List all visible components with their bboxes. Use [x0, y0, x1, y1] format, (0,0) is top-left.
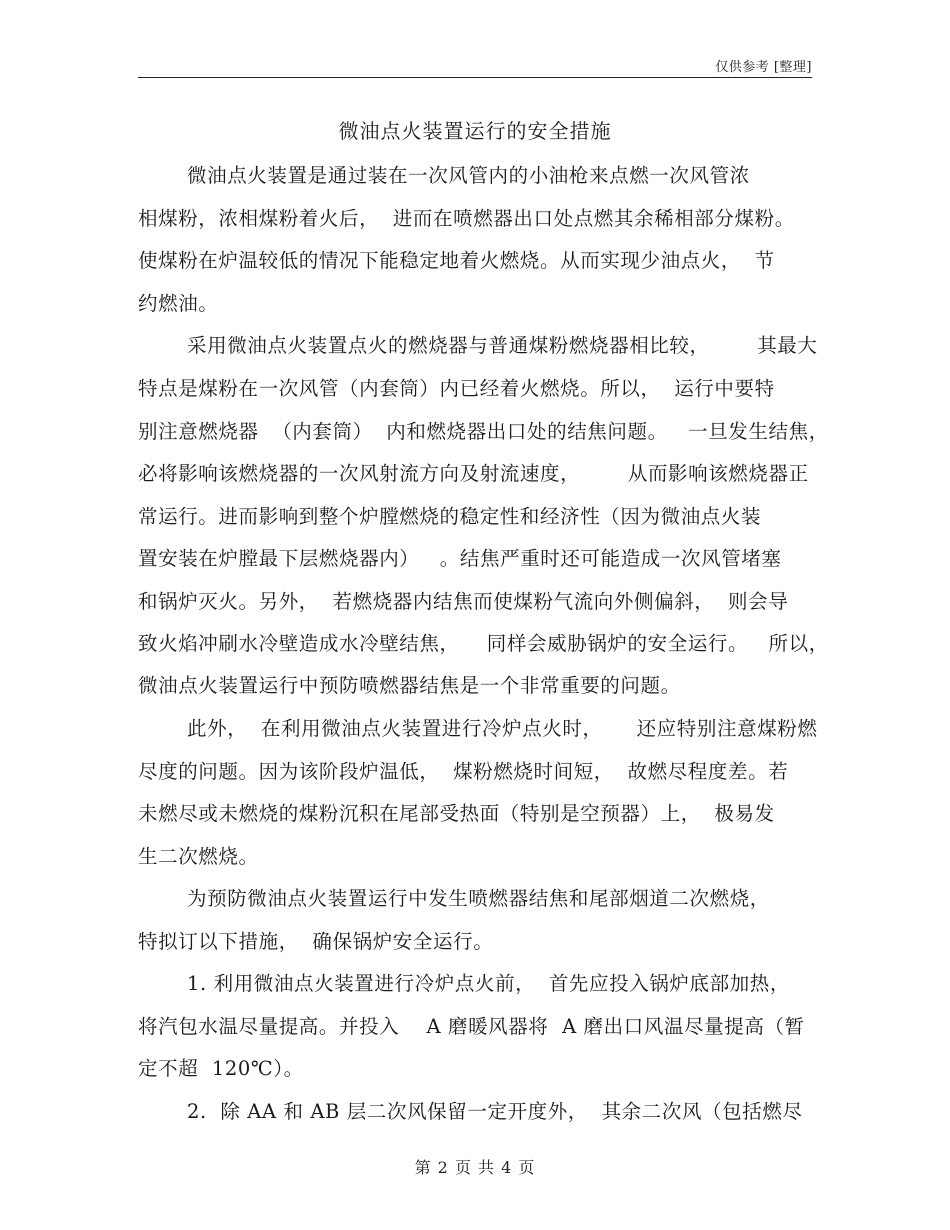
paragraph-line: 生二次燃烧。	[138, 845, 259, 868]
paragraph-line: 特拟订以下措施， 确保锅炉安全运行。	[138, 930, 494, 953]
paragraph-line: 尽度的问题。因为该阶段炉温低， 煤粉燃烧时间短， 故燃尽程度差。若	[138, 760, 789, 783]
document-title: 微油点火装置运行的安全措施	[338, 119, 612, 143]
paragraph-line: 致火焰冲刷水冷壁造成水冷壁结焦， 同样会威胁锅炉的安全运行。 所以，	[138, 632, 829, 655]
paragraph-line: 和锅炉灭火。另外， 若燃烧器内结焦而使煤粉气流向外侧偏斜， 则会导	[138, 590, 789, 613]
page-number-footer: 第 2 页 共 4 页	[414, 1158, 536, 1177]
paragraph-line: 未燃尽或未燃烧的煤粉沉积在尾部受热面（特别是空预器）上， 极易发	[138, 802, 775, 825]
list-item-line: 定不超 120℃）。	[138, 1057, 304, 1080]
list-item-line: 2. 除 AA 和 AB 层二次风保留一定开度外， 其余二次风（包括燃尽	[187, 1100, 803, 1123]
header-note: 仅供参考 [整理]	[715, 60, 812, 75]
list-item-line: 将汽包水温尽量提高。并投入 A 磨暖风器将 A 磨出口风温尽量提高（暂	[138, 1015, 805, 1038]
paragraph-line: 微油点火装置是通过装在一次风管内的小油枪来点燃一次风管浓	[187, 164, 750, 187]
paragraph-line: 此外， 在利用微油点火装置进行冷炉点火时， 还应特别注意煤粉燃	[187, 717, 818, 740]
paragraph-line: 约燃油。	[138, 292, 219, 315]
header-divider	[138, 77, 812, 78]
paragraph-line: 使煤粉在炉温较低的情况下能稳定地着火燃烧。从而实现少油点火， 节	[138, 249, 775, 272]
paragraph-line: 采用微油点火装置点火的燃烧器与普通煤粉燃烧器相比较， 其最大	[187, 334, 818, 357]
paragraph-line: 为预防微油点火装置运行中发生喷燃器结焦和尾部烟道二次燃烧，	[187, 887, 770, 910]
paragraph-line: 微油点火装置运行中预防喷燃器结焦是一个非常重要的问题。	[138, 674, 681, 697]
paragraph-line: 特点是煤粉在一次风管（内套筒）内已经着火燃烧。所以， 运行中要特	[138, 377, 775, 400]
paragraph-line: 置安装在炉膛最下层燃烧器内） 。结焦严重时还可能造成一次风管堵塞	[138, 547, 782, 570]
paragraph-line: 相煤粉，浓相煤粉着火后， 进而在喷燃器出口处点燃其余稀相部分煤粉。	[138, 207, 795, 230]
paragraph-line: 常运行。进而影响到整个炉膛燃烧的稳定性和经济性（因为微油点火装	[138, 505, 762, 528]
list-item-line: 1. 利用微油点火装置进行冷炉点火前， 首先应投入锅炉底部加热，	[187, 972, 791, 995]
paragraph-line: 必将影响该燃烧器的一次风射流方向及射流速度， 从而影响该燃烧器正	[138, 462, 809, 485]
paragraph-line: 别注意燃烧器 （内套筒） 内和燃烧器出口处的结焦问题。 一旦发生结焦，	[138, 420, 829, 443]
